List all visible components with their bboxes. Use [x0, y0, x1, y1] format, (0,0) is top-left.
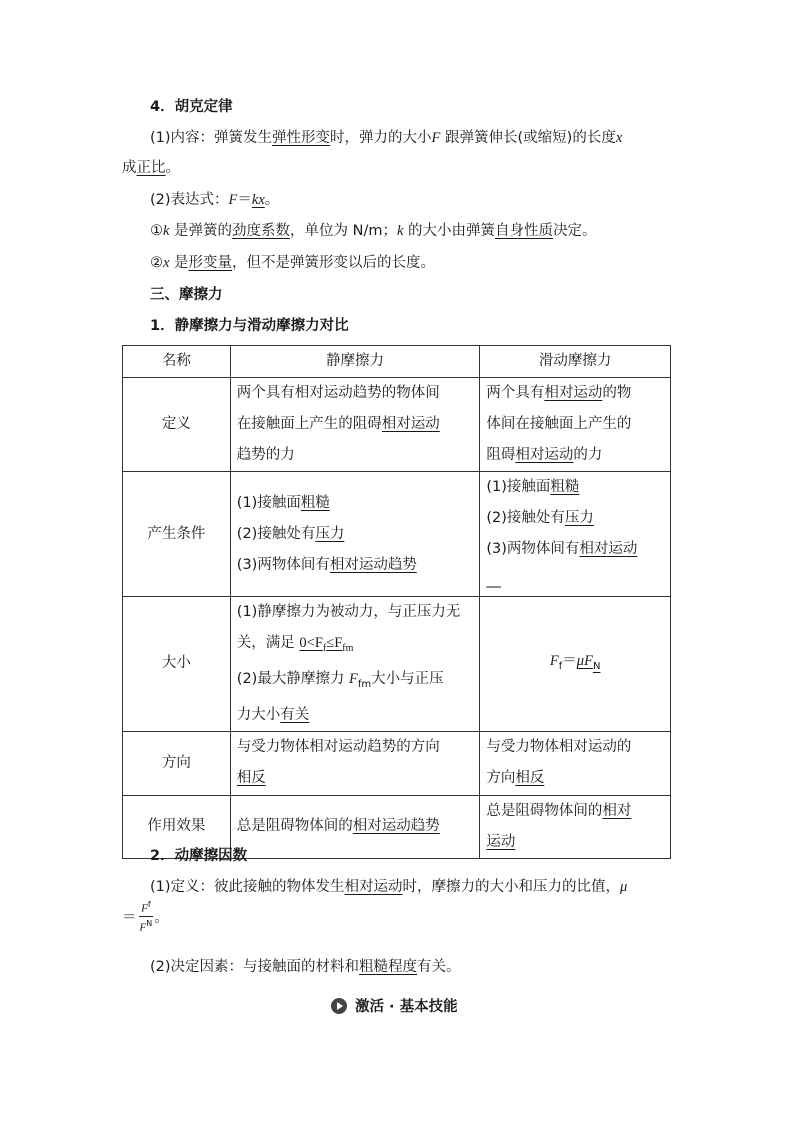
row-label: 产生条件	[123, 472, 231, 597]
header-name: 名称	[123, 346, 231, 378]
table-row-conditions	[123, 472, 671, 597]
subheading-comparison: 1．静摩擦力与滑动摩擦力对比	[150, 318, 349, 334]
hooke-content-line: (1)内容：弹簧发生弹性形变时，弹力的大小F 跟弹簧伸长(或缩短)的长度x	[150, 130, 623, 146]
cell-kinetic-magnitude: $F_f=\mu F_N$	[480, 597, 671, 732]
cell-static-direction: 与受力物体相对运动趋势的方向 相反	[230, 731, 480, 795]
cell-kinetic-direction: 与受力物体相对运动的 方向相反	[480, 731, 671, 795]
row-label: 作用效果	[123, 795, 231, 858]
section-heading-friction: 三、摩擦力	[150, 287, 223, 303]
table-row-direction	[123, 731, 671, 795]
hooke-content-line-2: 成正比。	[122, 160, 180, 176]
cell-kinetic-effect: 总是阻碍物体间的相对 运动	[480, 795, 671, 858]
cell-kinetic-definition: 两个具有相对运动的物 体间在接触面上产生的 阻碍相对运动的力	[480, 378, 671, 472]
footer-section-link[interactable]: 激活 · 基本技能	[331, 995, 458, 1016]
row-label: 方向	[123, 731, 231, 795]
header-static: 静摩擦力	[230, 346, 480, 378]
hooke-k-note: ①k 是弹簧的劲度系数，单位为 N/m；k 的大小由弹簧自身性质决定。	[150, 223, 597, 239]
friction-comparison-table	[122, 345, 671, 859]
cell-kinetic-conditions: (1)接触面粗糙 (2)接触处有压力 (3)两物体间有相对运动 __	[480, 472, 671, 597]
cell-static-conditions: (1)接触面粗糙 (2)接触处有压力 (3)两物体间有相对运动趋势	[230, 472, 480, 597]
hooke-formula: (2)表达式：F＝kx。	[150, 192, 280, 208]
section-heading-hooke: 4．胡克定律	[150, 99, 233, 115]
coefficient-formula: ＝ $F^f$ $F^N$ 。	[122, 900, 169, 934]
hooke-x-note: ②x 是形变量，但不是弹簧形变以后的长度。	[150, 255, 436, 271]
play-circle-icon	[331, 998, 347, 1014]
table-row-definition	[123, 378, 671, 472]
subheading-coefficient: 2．动摩擦因数	[150, 848, 248, 864]
row-label: 定义	[123, 378, 231, 472]
row-label: 大小	[123, 597, 231, 732]
coefficient-definition: (1)定义：彼此接触的物体发生相对运动时，摩擦力的大小和压力的比值，μ	[150, 879, 628, 895]
header-kinetic: 滑动摩擦力	[480, 346, 671, 378]
coefficient-factors: (2)决定因素：与接触面的材料和粗糙程度有关。	[150, 959, 461, 975]
table-row-magnitude	[123, 597, 671, 732]
table-header-row	[123, 346, 671, 378]
cell-static-effect: 总是阻碍物体间的相对运动趋势	[230, 795, 480, 858]
cell-static-magnitude: (1)静摩擦力为被动力，与正压力无 关，满足 $0<F_f\le F_{fm}$ (2)最大静摩擦力 $F_{fm}$大小与正压 力大小有关	[230, 597, 480, 732]
cell-static-definition: 两个具有相对运动趋势的物体间 在接触面上产生的阻碍相对运动 趋势的力	[230, 378, 480, 472]
